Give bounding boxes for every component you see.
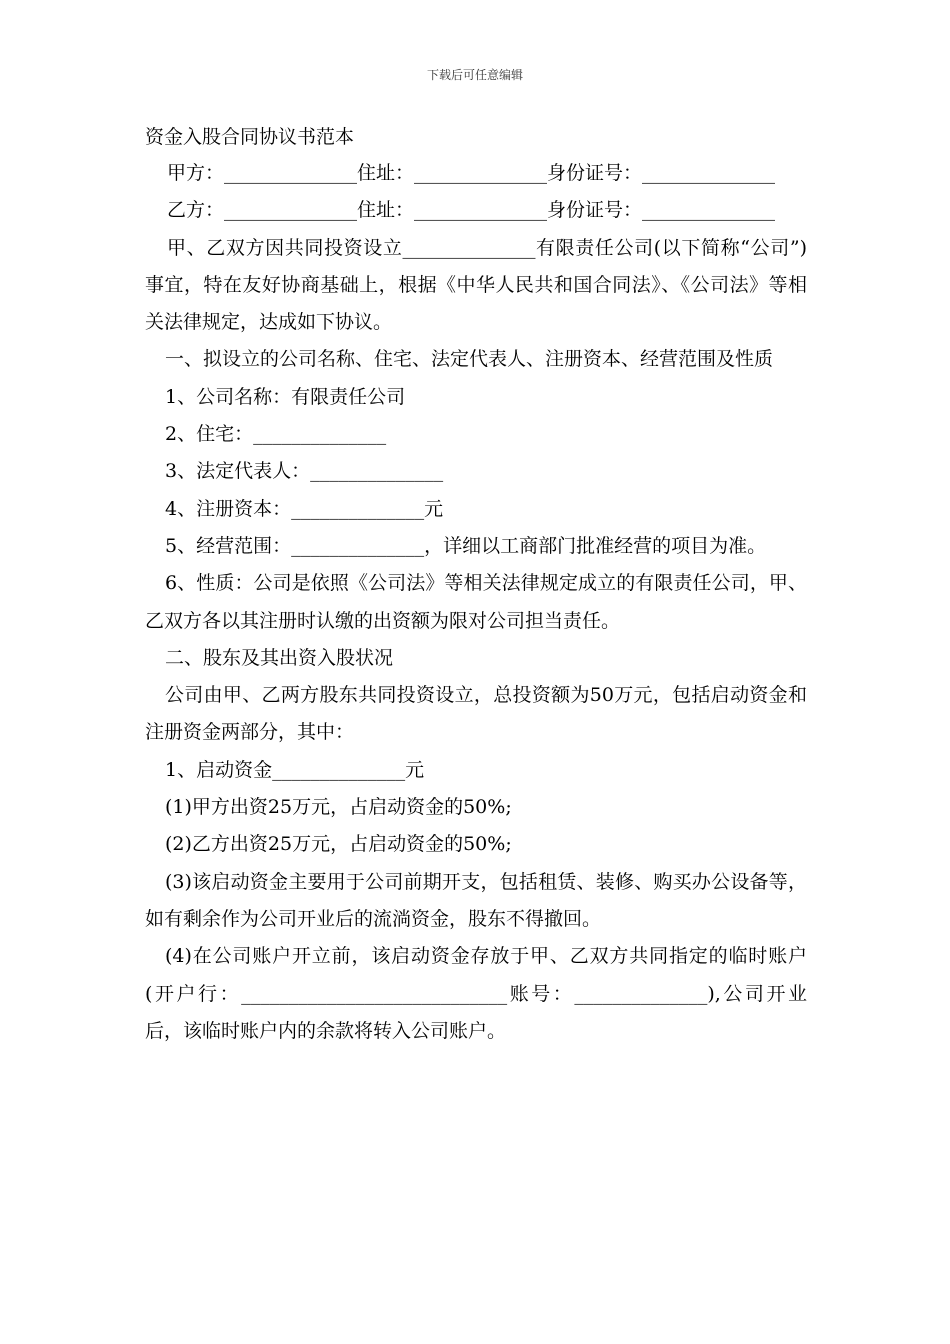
intro-paragraph: 甲、乙双方因共同投资设立______________有限责任公司(以下简称“公司”)事宜，特在友好协商基础上，根据《中华人民共和国合同法》、《公司法》等相关法律规定，达成如下协议。 [145, 236, 807, 334]
document-title: 资金入股合同协议书范本 [145, 126, 355, 148]
list-item: 2、住宅：______________ [165, 423, 387, 446]
list-item: 3、法定代表人：______________ [165, 460, 444, 483]
sub-item: (1)甲方出资25万元，占启动资金的50%; [165, 796, 512, 819]
page-header: 下载后可任意编辑 [426, 68, 523, 82]
section-heading-1: 一、拟设立的公司名称、住宅、法定代表人、注册资本、经营范围及性质 [165, 348, 774, 371]
list-item: 6、性质：公司是依照《公司法》等相关法律规定成立的有限责任公司，甲、乙双方各以其注册时认缴的出资额为限对公司担当责任。 [145, 572, 807, 632]
section-heading-2: 二、股东及其出资入股状况 [165, 646, 394, 669]
document-body [145, 155, 807, 1050]
sub-item: (4)在公司账户开立前，该启动资金存放于甲、乙双方共同指定的临时账户(开户行：____________________________账号：______________),公司开业后，该临时账户内的余款将转入公司账户。 [145, 945, 807, 1042]
list-item: 5、经营范围：______________，详细以工商部门批准经营的项目为准。 [165, 534, 767, 557]
party-a-line: 甲方：______________住址：______________身份证号：______________ [167, 162, 776, 184]
sub-item: (3)该启动资金主要用于公司前期开支，包括租赁、装修、购买办公设备等，如有剩余作为公司开业后的流淌资金，股东不得撤回。 [145, 870, 807, 930]
list-item: 4、注册资本：______________元 [165, 497, 444, 520]
party-b-line: 乙方：______________住址：______________身份证号：______________ [167, 199, 776, 222]
sub-item: (2)乙方出资25万元，占启动资金的50%; [165, 833, 512, 856]
list-item: 1、启动资金______________元 [165, 758, 425, 781]
capital-paragraph: 公司由甲、乙两方股东共同投资设立，总投资额为50万元，包括启动资金和注册资金两部分，其中： [145, 684, 807, 744]
list-item: 1、公司名称：有限责任公司 [165, 385, 406, 408]
